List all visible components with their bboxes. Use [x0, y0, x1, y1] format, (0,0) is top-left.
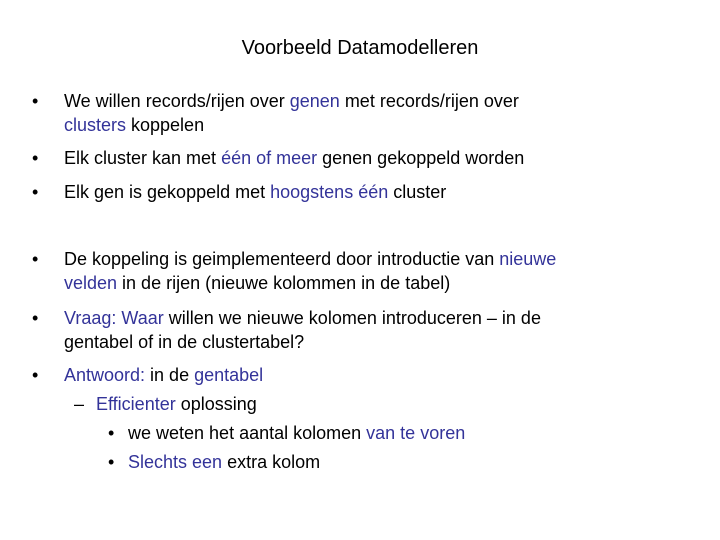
text-segment: extra kolom [222, 452, 321, 472]
text-segment: gentabel of in de clustertabel? [64, 332, 305, 352]
highlighted-text: hoogstens één [270, 182, 389, 202]
bullet-marker: • [32, 148, 39, 168]
sub-sub-bullet-line [128, 421, 465, 445]
bullet-line-2 [64, 271, 450, 295]
bullet-line-1 [64, 146, 524, 170]
text-segment: genen gekoppeld worden [317, 148, 525, 168]
bullet-line-2 [64, 330, 304, 354]
text-segment: in de [145, 365, 195, 385]
text-segment: Elk cluster kan met [64, 148, 222, 168]
highlighted-text: clusters [64, 115, 127, 135]
text-segment: oplossing [175, 394, 257, 414]
bullet-marker: • [108, 452, 115, 472]
highlighted-text: Vraag: [64, 308, 117, 328]
highlighted-text: Efficienter [96, 394, 176, 414]
text-segment: we weten het aantal kolomen [128, 423, 367, 443]
highlighted-text: van te voren [366, 423, 466, 443]
sub-sub-bullet-line [128, 450, 320, 474]
text-segment: De koppeling is geimplementeerd door introductie van [64, 249, 500, 269]
text-segment: We willen records/rijen over [64, 91, 290, 111]
dash-marker: – [74, 394, 85, 414]
bullet-marker: • [32, 91, 39, 111]
text-segment: Elk gen is gekoppeld met [64, 182, 271, 202]
text-segment: cluster [388, 182, 447, 202]
text-segment: willen we nieuwe kolomen introduceren – in de [163, 308, 541, 328]
text-segment: in de rijen (nieuwe kolommen in de tabel) [117, 273, 451, 293]
bullet-line-2 [64, 113, 204, 137]
bullet-line-1 [64, 89, 519, 113]
highlighted-text: gentabel [194, 365, 264, 385]
bullet-line-1 [64, 180, 446, 204]
text-segment: met records/rijen over [339, 91, 519, 111]
bullet-marker: • [32, 308, 39, 328]
bullet-marker: • [32, 182, 39, 202]
slide-title: Voorbeeld Datamodelleren [241, 37, 479, 59]
sub-bullet-line [96, 392, 257, 416]
bullet-marker: • [32, 249, 39, 269]
text-segment: koppelen [126, 115, 205, 135]
bullet-marker: • [32, 365, 39, 385]
bullet-line-1 [64, 363, 263, 387]
highlighted-text: genen [289, 91, 340, 111]
bullet-line-1 [64, 306, 541, 330]
highlighted-text: Antwoord: [64, 365, 146, 385]
highlighted-text: één of meer [221, 148, 318, 168]
highlighted-text: Waar [121, 308, 164, 328]
highlighted-text: Slechts een [128, 452, 223, 472]
highlighted-text: velden [64, 273, 118, 293]
highlighted-text: nieuwe [499, 249, 557, 269]
bullet-marker: • [108, 423, 115, 443]
bullet-line-1 [64, 247, 556, 271]
